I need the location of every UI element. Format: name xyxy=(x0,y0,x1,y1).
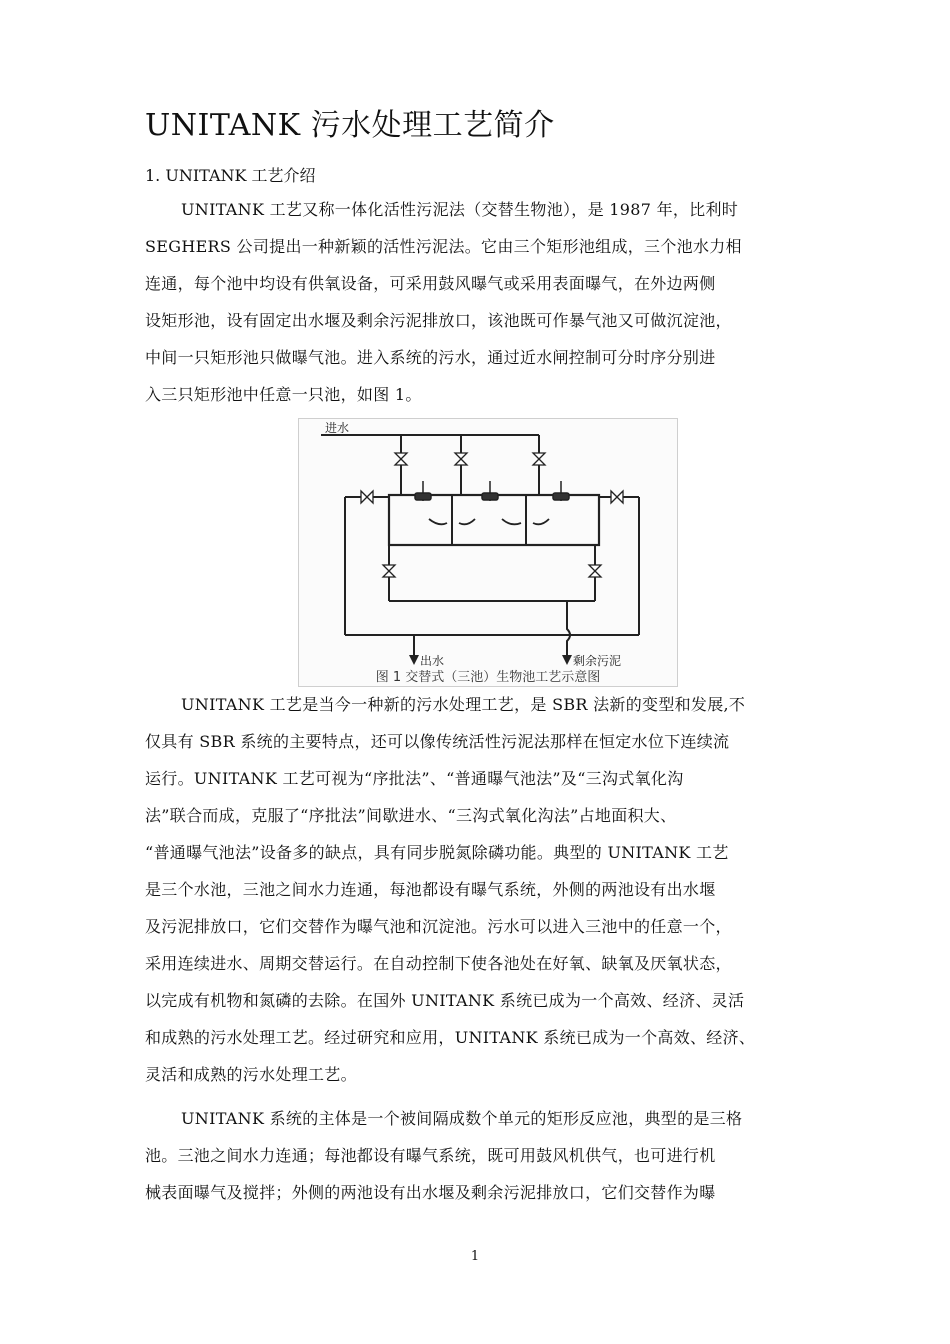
inlet-label: 进水 xyxy=(325,421,350,435)
paragraph-line: UNITANK 工艺是当今一种新的污水处理工艺，是 SBR 法新的变型和发展,不 xyxy=(181,695,746,714)
paragraph-line: 灵活和成熟的污水处理工艺。 xyxy=(145,1065,357,1084)
paragraph-line: 法”联合而成，克服了“序批法”间歇进水、“三沟式氧化沟法”占地面积大、 xyxy=(145,806,677,825)
paragraph-line: 采用连续进水、周期交替运行。在自动控制下使各池处在好氧、缺氧及厌氧状态， xyxy=(145,954,732,973)
paragraph-line: SEGHERS 公司提出一种新颖的活性污泥法。它由三个矩形池组成，三个池水力相 xyxy=(145,237,742,256)
figure-caption: 图 1 交替式（三池）生物池工艺示意图 xyxy=(375,670,601,685)
paragraph-line: UNITANK 工艺又称一体化活性污泥法（交替生物池），是 1987 年，比利时 xyxy=(181,200,739,219)
process-diagram-figure xyxy=(298,418,678,687)
paragraph-line: 中间一只矩形池只做曝气池。进入系统的污水，通过近水闸控制可分时序分别进 xyxy=(145,348,716,367)
page-number: 1 xyxy=(470,1249,480,1264)
paragraph-line: 及污泥排放口，它们交替作为曝气池和沉淀池。污水可以进入三池中的任意一个， xyxy=(145,917,732,936)
paragraph-1 xyxy=(145,191,810,413)
aerator-icons xyxy=(415,481,569,501)
outlet-label: 出水 xyxy=(420,654,445,668)
paragraph-line: 入三只矩形池中任意一只池，如图 1。 xyxy=(145,385,422,404)
section-heading: 1. UNITANK 工艺介绍 xyxy=(145,166,316,185)
paragraph-line: UNITANK 系统的主体是一个被间隔成数个单元的矩形反应池，典型的是三格 xyxy=(181,1109,743,1128)
paragraph-line: 是三个水池，三池之间水力连通，每池都设有曝气系统，外侧的两池设有出水堰 xyxy=(145,880,716,899)
paragraph-line: 运行。UNITANK 工艺可视为“序批法”、“普通曝气池法”及“三沟式氧化沟 xyxy=(145,769,684,788)
paragraph-line: 和成熟的污水处理工艺。经过研究和应用，UNITANK 系统已成为一个高效、经济、 xyxy=(145,1028,756,1047)
paragraph-line: 设矩形池，设有固定出水堰及剩余污泥排放口，该池既可作暴气池又可做沉淀池， xyxy=(145,311,732,330)
paragraph-line: 池。三池之间水力连通；每池都设有曝气系统，既可用鼓风机供气，也可进行机 xyxy=(145,1146,716,1165)
paragraph-3 xyxy=(145,1100,810,1211)
paragraph-line: “普通曝气池法”设备多的缺点，具有同步脱氮除磷功能。典型的 UNITANK 工艺 xyxy=(145,843,729,862)
paragraph-line: 仅具有 SBR 系统的主要特点，还可以像传统活性污泥法那样在恒定水位下连续流 xyxy=(145,732,730,751)
flow-arrows xyxy=(429,519,549,524)
paragraph-line: 以完成有机物和氮磷的去除。在国外 UNITANK 系统已成为一个高效、经济、灵活 xyxy=(145,991,745,1010)
sludge-label: 剩余污泥 xyxy=(573,654,622,668)
paragraph-line: 连通，每个池中均设有供氧设备，可采用鼓风曝气或采用表面曝气，在外边两侧 xyxy=(145,274,716,293)
paragraph-line: 械表面曝气及搅拌；外侧的两池设有出水堰及剩余污泥排放口，它们交替作为曝 xyxy=(145,1183,716,1202)
process-diagram xyxy=(299,419,677,686)
paragraph-2 xyxy=(145,686,810,1093)
document-title: UNITANK 污水处理工艺简介 xyxy=(145,108,555,143)
